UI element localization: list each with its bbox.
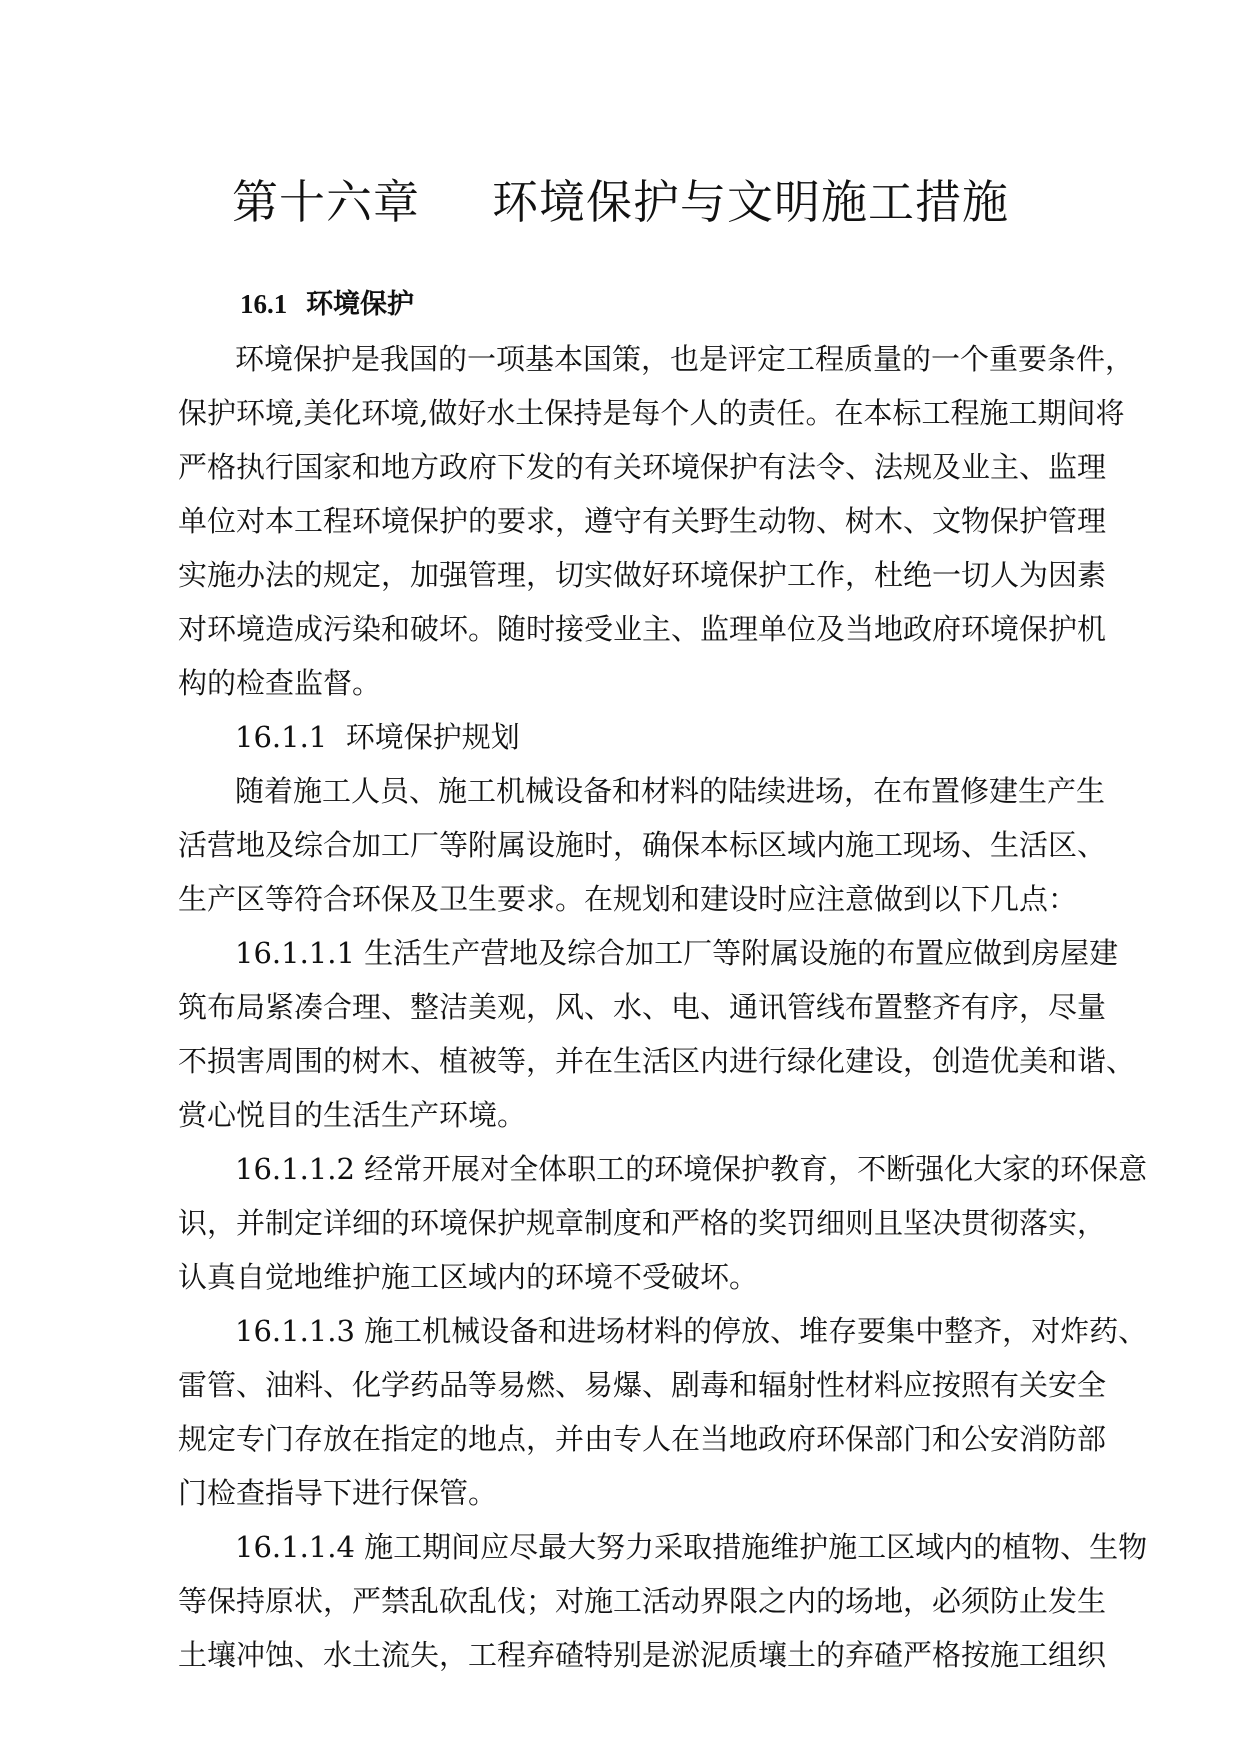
text-line: 活营地及综合加工厂等附属设施时，确保本标区域内施工现场、生活区、 [178,828,1107,862]
text-line: 对环境造成污染和破坏。随时接受业主、监理单位及当地政府环境保护机 [178,612,1107,646]
subsection-title: 环境保护规划 [345,720,520,754]
text-line: 土壤冲蚀、水土流失，工程弃碴特别是淤泥质壤土的弃碴严格按施工组织 [178,1638,1107,1672]
intro-paragraph [178,332,1135,710]
section-title: 环境保护 [306,289,415,320]
subsection-heading [178,710,1123,764]
document-body [178,283,1148,1682]
text-line: 筑布局紧凑合理、整洁美观，风、水、电、通讯管线布置整齐有序，尽量 [178,990,1107,1024]
text-line: 随着施工人员、施工机械设备和材料的陆续进场，在布置修建生产生 [235,774,1106,808]
text-line: 单位对本工程环境保护的要求，遵守有关野生动物、树木、文物保护管理 [178,504,1107,538]
text-line: 等保持原状，严禁乱砍乱伐；对施工活动界限之内的场地，必须防止发生 [178,1584,1107,1618]
text-line: 认真自觉地维护施工区域内的环境不受破坏。 [178,1260,759,1294]
text-line: 环境保护是我国的一项基本国策，也是评定工程质量的一个重要条件， [235,342,1135,376]
text-line: 不损害周围的树木、植被等，并在生活区内进行绿化建设，创造优美和谐、 [178,1044,1136,1078]
chapter-title-text: 环境保护与文明施工措施 [492,175,1009,229]
text-line: 实施办法的规定，加强管理，切实做好环境保护工作，杜绝一切人为因素 [178,558,1107,592]
text-line: 识，并制定详细的环境保护规章制度和严格的奖罚细则且坚决贯彻落实， [178,1206,1107,1240]
text-line: 严格执行国家和地方政府下发的有关环境保护有法令、法规及业主、监理 [178,450,1107,484]
item-16-1-1-4 [178,1520,1148,1682]
text-line: 构的检查监督。 [178,666,382,700]
text-line: 16.1.1.2 经常开展对全体职工的环境保护教育，不断强化大家的环保意 [235,1152,1148,1186]
text-line: 门检查指导下进行保管。 [178,1476,498,1510]
item-16-1-1-2 [178,1142,1148,1304]
section-heading [178,283,1123,325]
planning-paragraph [178,764,1123,926]
text-line: 16.1.1.1 生活生产营地及综合加工厂等附属设施的布置应做到房屋建 [235,936,1119,970]
text-line: 赏心悦目的生活生产环境。 [178,1098,527,1132]
subsection-number: 16.1.1 [235,720,328,754]
chapter-title [0,172,1241,232]
text-line: 16.1.1.4 施工期间应尽最大努力采取措施维护施工区域内的植物、生物 [235,1530,1148,1564]
text-line: 16.1.1.3 施工机械设备和进场材料的停放、堆存要集中整齐，对炸药、 [235,1314,1148,1348]
chapter-number: 第十六章 [232,175,420,229]
text-line: 雷管、油料、化学药品等易燃、易爆、剧毒和辐射性材料应按照有关安全 [178,1368,1107,1402]
item-16-1-1-1 [178,926,1136,1142]
item-16-1-1-3 [178,1304,1148,1520]
text-line: 保护环境,美化环境,做好水土保持是每个人的责任。在本标工程施工期间将 [178,396,1125,430]
text-line: 生产区等符合环保及卫生要求。在规划和建设时应注意做到以下几点： [178,882,1078,916]
text-line: 规定专门存放在指定的地点，并由专人在当地政府环保部门和公安消防部 [178,1422,1107,1456]
section-number: 16.1 [240,289,288,319]
